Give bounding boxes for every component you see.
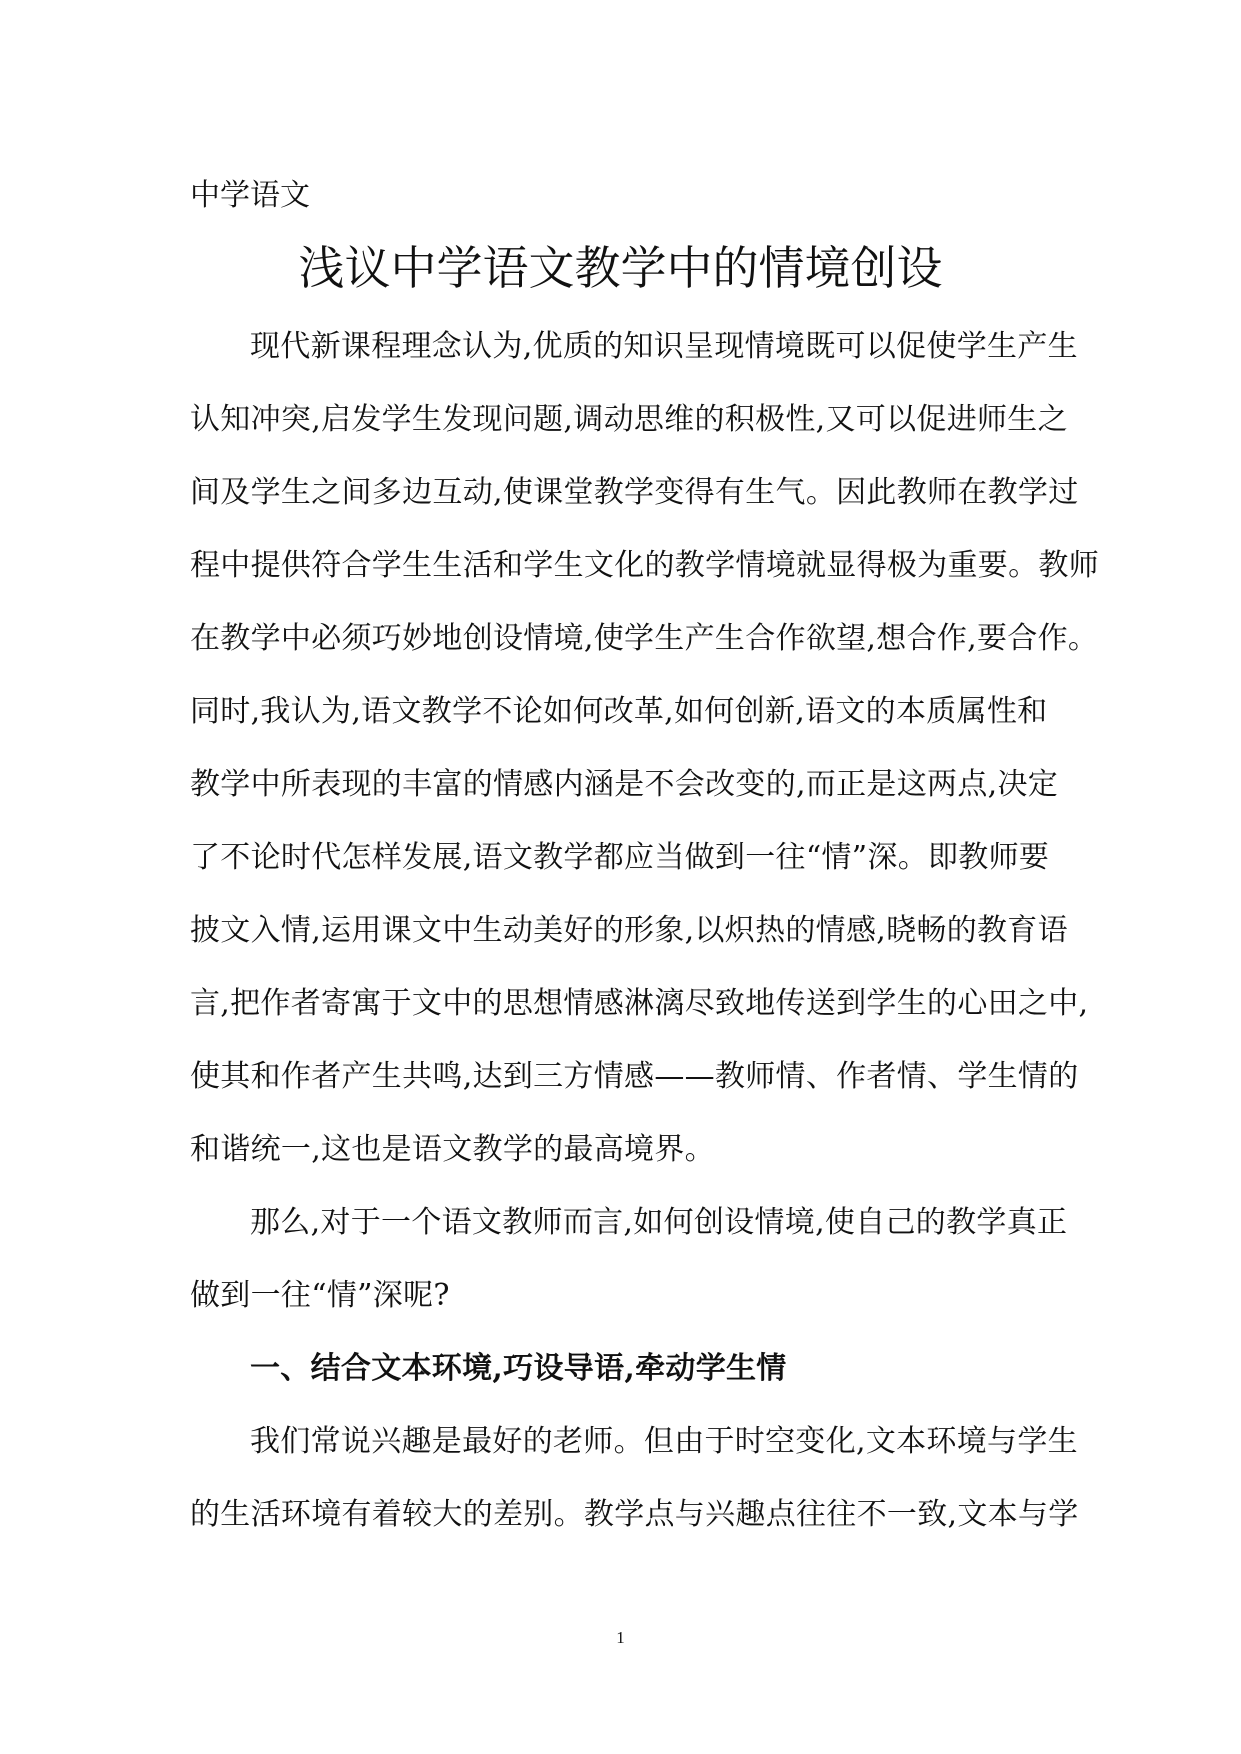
text-line: 教学中所表现的丰富的情感内涵是不会改变的,而正是这两点,决定	[190, 767, 1059, 802]
text-line: 的生活环境有着较大的差别。教学点与兴趣点往往不一致,文本与学	[190, 1497, 1079, 1532]
document-title: 浅议中学语文教学中的情境创设	[298, 241, 943, 295]
text-line: 和谐统一,这也是语文教学的最高境界。	[190, 1132, 715, 1167]
text-line: 间及学生之间多边互动,使课堂教学变得有生气。因此教师在教学过	[190, 475, 1079, 510]
text-line: 披文入情,运用课文中生动美好的形象,以炽热的情感,晓畅的教育语	[190, 913, 1068, 948]
text-line: 在教学中必须巧妙地创设情境,使学生产生合作欲望,想合作,要合作。	[190, 621, 1099, 656]
text-line: 那么,对于一个语文教师而言,如何创设情境,使自己的教学真正	[250, 1205, 1068, 1240]
paragraph	[190, 1405, 1079, 1551]
text-line: 我们常说兴趣是最好的老师。但由于时空变化,文本环境与学生	[250, 1424, 1078, 1459]
section-heading-paragraph	[190, 1332, 1060, 1405]
text-line: 了不论时代怎样发展,语文教学都应当做到一往“情”深。即教师要	[190, 840, 1050, 875]
text-line: 认知冲突,启发学生发现问题,调动思维的积极性,又可以促进师生之	[190, 402, 1068, 437]
text-line: 言,把作者寄寓于文中的思想情感淋漓尽致地传送到学生的心田之中,	[190, 986, 1089, 1021]
text-line: 同时,我认为,语文教学不论如何改革,如何创新,语文的本质属性和	[190, 694, 1048, 729]
text-line: 现代新课程理念认为,优质的知识呈现情境既可以促使学生产生	[250, 329, 1078, 364]
page-number: 1	[616, 1628, 625, 1647]
paragraph	[190, 1186, 1068, 1332]
text-line: 做到一往“情”深呢?	[190, 1278, 450, 1313]
subject-category: 中学语文	[190, 178, 310, 213]
section-heading: 一、结合文本环境,巧设导语,牵动学生情	[250, 1351, 787, 1386]
text-line: 使其和作者产生共鸣,达到三方情感——教师情、作者情、学生情的	[190, 1059, 1079, 1094]
paragraph	[190, 310, 1099, 1186]
document-body	[190, 310, 1099, 1551]
text-line: 程中提供符合学生生活和学生文化的教学情境就显得极为重要。教师	[190, 548, 1099, 583]
